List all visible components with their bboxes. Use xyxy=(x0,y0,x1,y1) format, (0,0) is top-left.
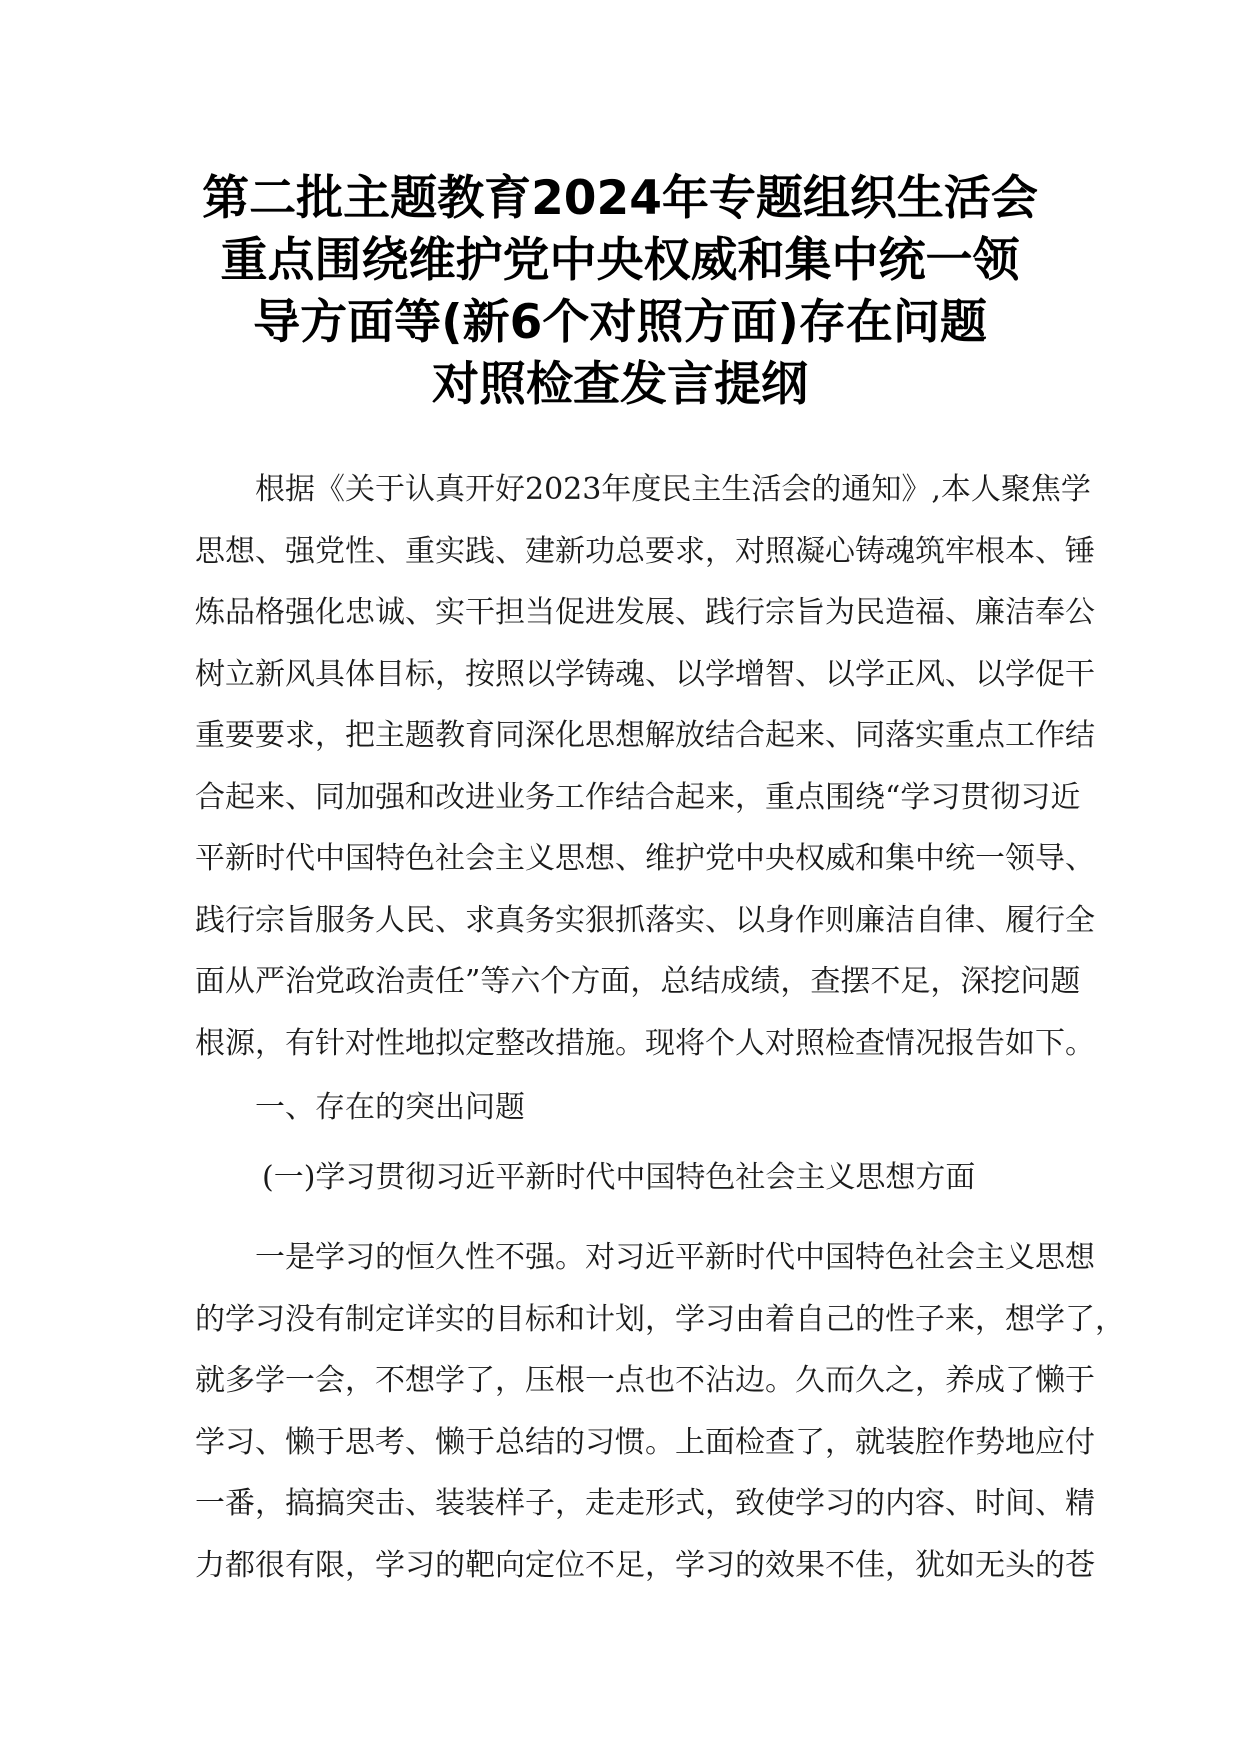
text-line: 面从严治党政治责任”等六个方面，总结成绩，查摆不足，深挖问题 xyxy=(195,964,1081,999)
text-line: 学习、懒于思考、懒于总结的习惯。上面检查了，就装腔作势地应付 xyxy=(195,1424,1095,1460)
text-line: 重要要求，把主题教育同深化思想解放结合起来、同落实重点工作结 xyxy=(195,718,1095,753)
text-line: 力都很有限，学习的靶向定位不足，学习的效果不佳，犹如无头的苍 xyxy=(195,1547,1095,1583)
text-line: 践行宗旨服务人民、求真务实狠抓落实、以身作则廉洁自律、履行全 xyxy=(195,902,1095,938)
text-line: 就多学一会，不想学了，压根一点也不沾边。久而久之，养成了懒于 xyxy=(195,1363,1095,1398)
text-line: 根源，有针对性地拟定整改措施。现将个人对照检查情况报告如下。 xyxy=(195,1025,1095,1061)
title-line: 对照检查发言提纲 xyxy=(432,357,808,412)
text-line: 一是学习的恒久性不强。对习近平新时代中国特色社会主义思想 xyxy=(255,1240,1095,1275)
title-line: 重点围绕维护党中央权威和集中统一领 xyxy=(220,233,1020,288)
text-line: 平新时代中国特色社会主义思想、维护党中央权威和集中统一领导、 xyxy=(195,841,1095,876)
text-line: 一番，搞搞突击、装装样子，走走形式，致使学习的内容、时间、精 xyxy=(195,1486,1095,1521)
text-line: 根据《关于认真开好2023年度民主生活会的通知》,本人聚焦学 xyxy=(255,472,1091,507)
text-line: 树立新风具体目标，按照以学铸魂、以学增智、以学正风、以学促干 xyxy=(195,656,1095,692)
subsection-heading: (一)学习贯彻习近平新时代中国特色社会主义思想方面 xyxy=(262,1160,976,1195)
text-line: 炼品格强化忠诚、实干担当促进发展、践行宗旨为民造福、廉洁奉公 xyxy=(195,595,1095,630)
body-paragraph xyxy=(195,1238,1125,1607)
title-line: 导方面等(新6个对照方面)存在问题 xyxy=(253,295,987,350)
text-line: 合起来、同加强和改进业务工作结合起来，重点围绕“学习贯彻习近 xyxy=(195,779,1081,815)
text-line: 的学习没有制定详实的目标和计划，学习由着自己的性子来，想学了， xyxy=(195,1301,1125,1337)
document-title xyxy=(150,168,1090,416)
intro-paragraph xyxy=(195,470,1095,1085)
section-heading: 一、存在的突出问题 xyxy=(255,1090,525,1125)
text-line: 思想、强党性、重实践、建新功总要求，对照凝心铸魂筑牢根本、锤 xyxy=(195,533,1095,569)
title-line: 第二批主题教育2024年专题组织生活会 xyxy=(202,171,1038,226)
